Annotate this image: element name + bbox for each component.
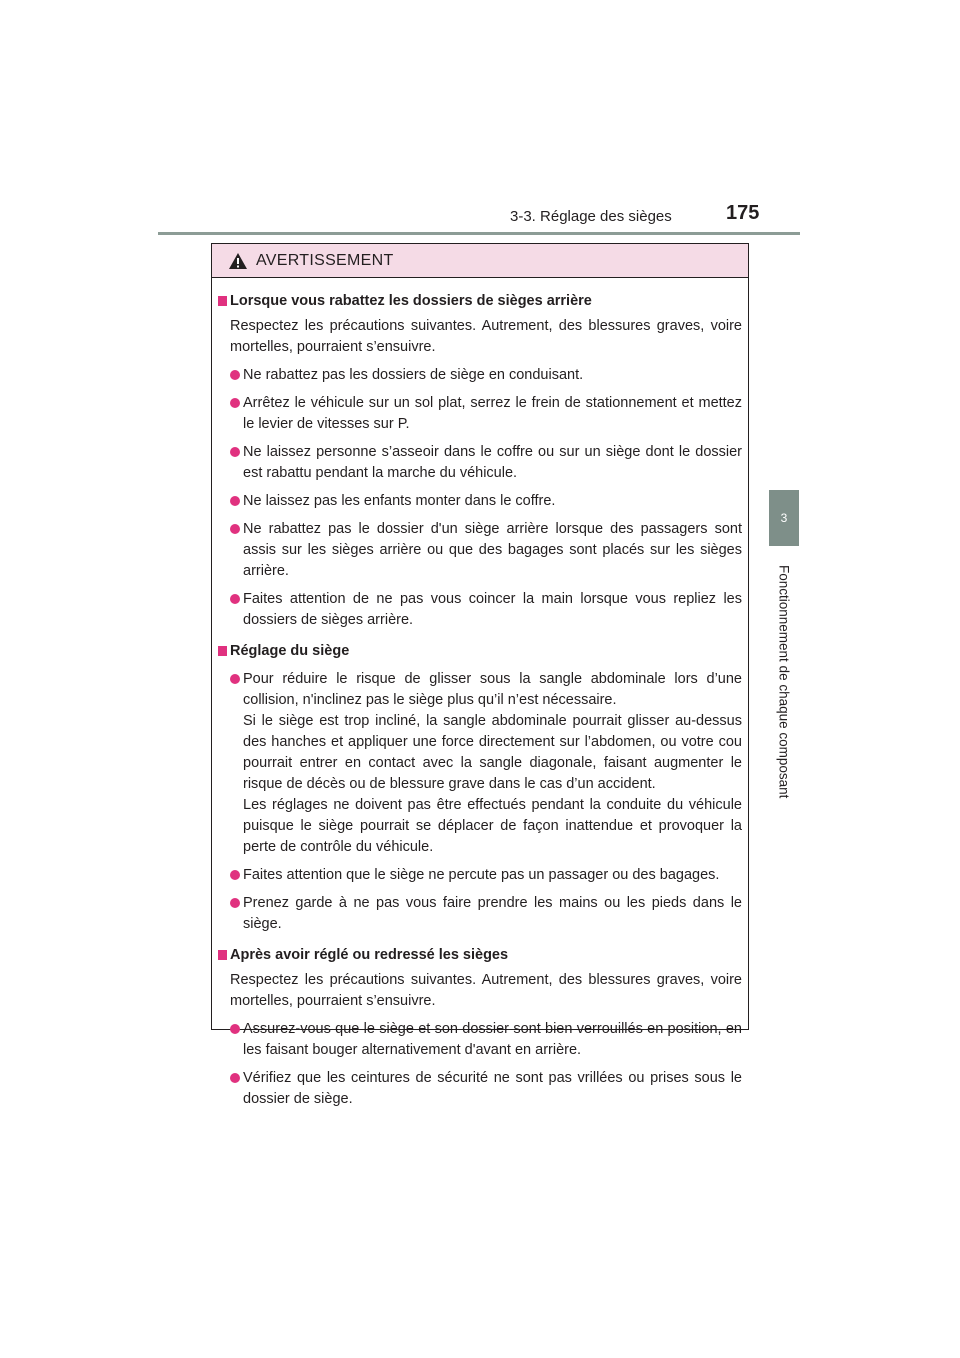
list-item-text: Si le siège est trop incliné, la sangle abdominale pourrait glisser au-dessus des hanches et appliquer une force directement sur l’abdomen, ou votre cou pourrait entrer en contact avec la sangle diagonale, faisant augmenter le risque de décès ou de blessure grave dans le cas d’un accident. — [243, 713, 742, 792]
chapter-label — [768, 550, 800, 814]
warning-header — [212, 244, 748, 278]
list-item — [218, 893, 742, 935]
round-bullet-icon — [230, 370, 240, 380]
list-item — [218, 865, 742, 886]
list-item-text: Arrêtez le véhicule sur un sol plat, serrez le frein de stationnement et mettez le levier de vitesses sur P. — [243, 395, 742, 432]
section-heading — [218, 945, 742, 966]
list-item-text: Pour réduire le risque de glisser sous la sangle abdominale lors d’une collision, n'inclinez pas le siège plus qu’il n’est nécessaire. — [243, 671, 742, 708]
list-item — [218, 393, 742, 435]
warning-title: AVERTISSEMENT — [256, 251, 394, 269]
section-heading — [218, 641, 742, 662]
list-item — [218, 1068, 742, 1110]
round-bullet-icon — [230, 398, 240, 408]
chapter-number: 3 — [780, 511, 788, 525]
list-item-text: Les réglages ne doivent pas être effectués pendant la conduite du véhicule puisque le siège pourrait se déplacer de façon inattendue et provoquer la perte de contrôle du véhicule. — [243, 797, 742, 855]
warning-triangle-icon — [228, 252, 248, 270]
list-item-text: Faites attention que le siège ne percute pas un passager ou des bagages. — [243, 867, 720, 883]
section-heading-text: Lorsque vous rabattez les dossiers de sièges arrière — [230, 293, 592, 309]
list-item — [218, 365, 742, 386]
chapter-tab — [769, 490, 799, 546]
section-heading — [218, 291, 742, 312]
round-bullet-icon — [230, 496, 240, 506]
square-bullet-icon — [218, 646, 227, 656]
warning-box — [211, 243, 749, 1107]
list-item-text: Ne laissez personne s’asseoir dans le coffre ou sur un siège dont le dossier est rabattu pendant la marche du véhicule. — [243, 444, 742, 481]
warning-body — [212, 278, 748, 1110]
list-item-text: Vérifiez que les ceintures de sécurité ne sont pas vrillées ou prises sous le dossier de siège. — [243, 1070, 742, 1107]
list-item-text: Ne rabattez pas le dossier d'un siège arrière lorsque des passagers sont assis sur les sièges arrière ou que des bagages sont placés sur les sièges arrière. — [243, 521, 742, 579]
round-bullet-icon — [230, 898, 240, 908]
list-item — [218, 442, 742, 484]
list-item-text: Prenez garde à ne pas vous faire prendre les mains ou les pieds dans le siège. — [243, 895, 742, 932]
section-heading-text: Après avoir réglé ou redressé les sièges — [230, 947, 509, 963]
header-rule — [158, 232, 800, 235]
section-title: 3-3. Réglage des sièges — [510, 208, 672, 225]
list-item — [218, 1019, 742, 1061]
round-bullet-icon — [230, 594, 240, 604]
list-item-text: Assurez-vous que le siège et son dossier sont bien verrouillés en position, en les faisant bouger alternativement d'avant en arrière. — [243, 1021, 742, 1058]
section-heading-text: Réglage du siège — [230, 643, 350, 659]
round-bullet-icon — [230, 1073, 240, 1083]
round-bullet-icon — [230, 674, 240, 684]
square-bullet-icon — [218, 296, 227, 306]
list-item — [218, 519, 742, 582]
page-number: 175 — [726, 202, 760, 224]
round-bullet-icon — [230, 447, 240, 457]
chapter-title: Fonctionnement de chaque composant — [776, 565, 792, 799]
list-item-text: Ne laissez pas les enfants monter dans le coffre. — [243, 493, 556, 509]
round-bullet-icon — [230, 524, 240, 534]
list-item-text: Faites attention de ne pas vous coincer la main lorsque vous repliez les dossiers de sièges arrière. — [243, 591, 742, 628]
square-bullet-icon — [218, 950, 227, 960]
list-item — [218, 589, 742, 631]
section-intro: Respectez les précautions suivantes. Autrement, des blessures graves, voire mortelles, pourraient s’ensuivre. — [230, 972, 742, 1009]
list-item-text: Ne rabattez pas les dossiers de siège en conduisant. — [243, 367, 584, 383]
section-intro: Respectez les précautions suivantes. Autrement, des blessures graves, voire mortelles, pourraient s’ensuivre. — [230, 318, 742, 355]
list-item — [218, 669, 742, 858]
round-bullet-icon — [230, 1024, 240, 1034]
round-bullet-icon — [230, 870, 240, 880]
list-item — [218, 491, 742, 512]
